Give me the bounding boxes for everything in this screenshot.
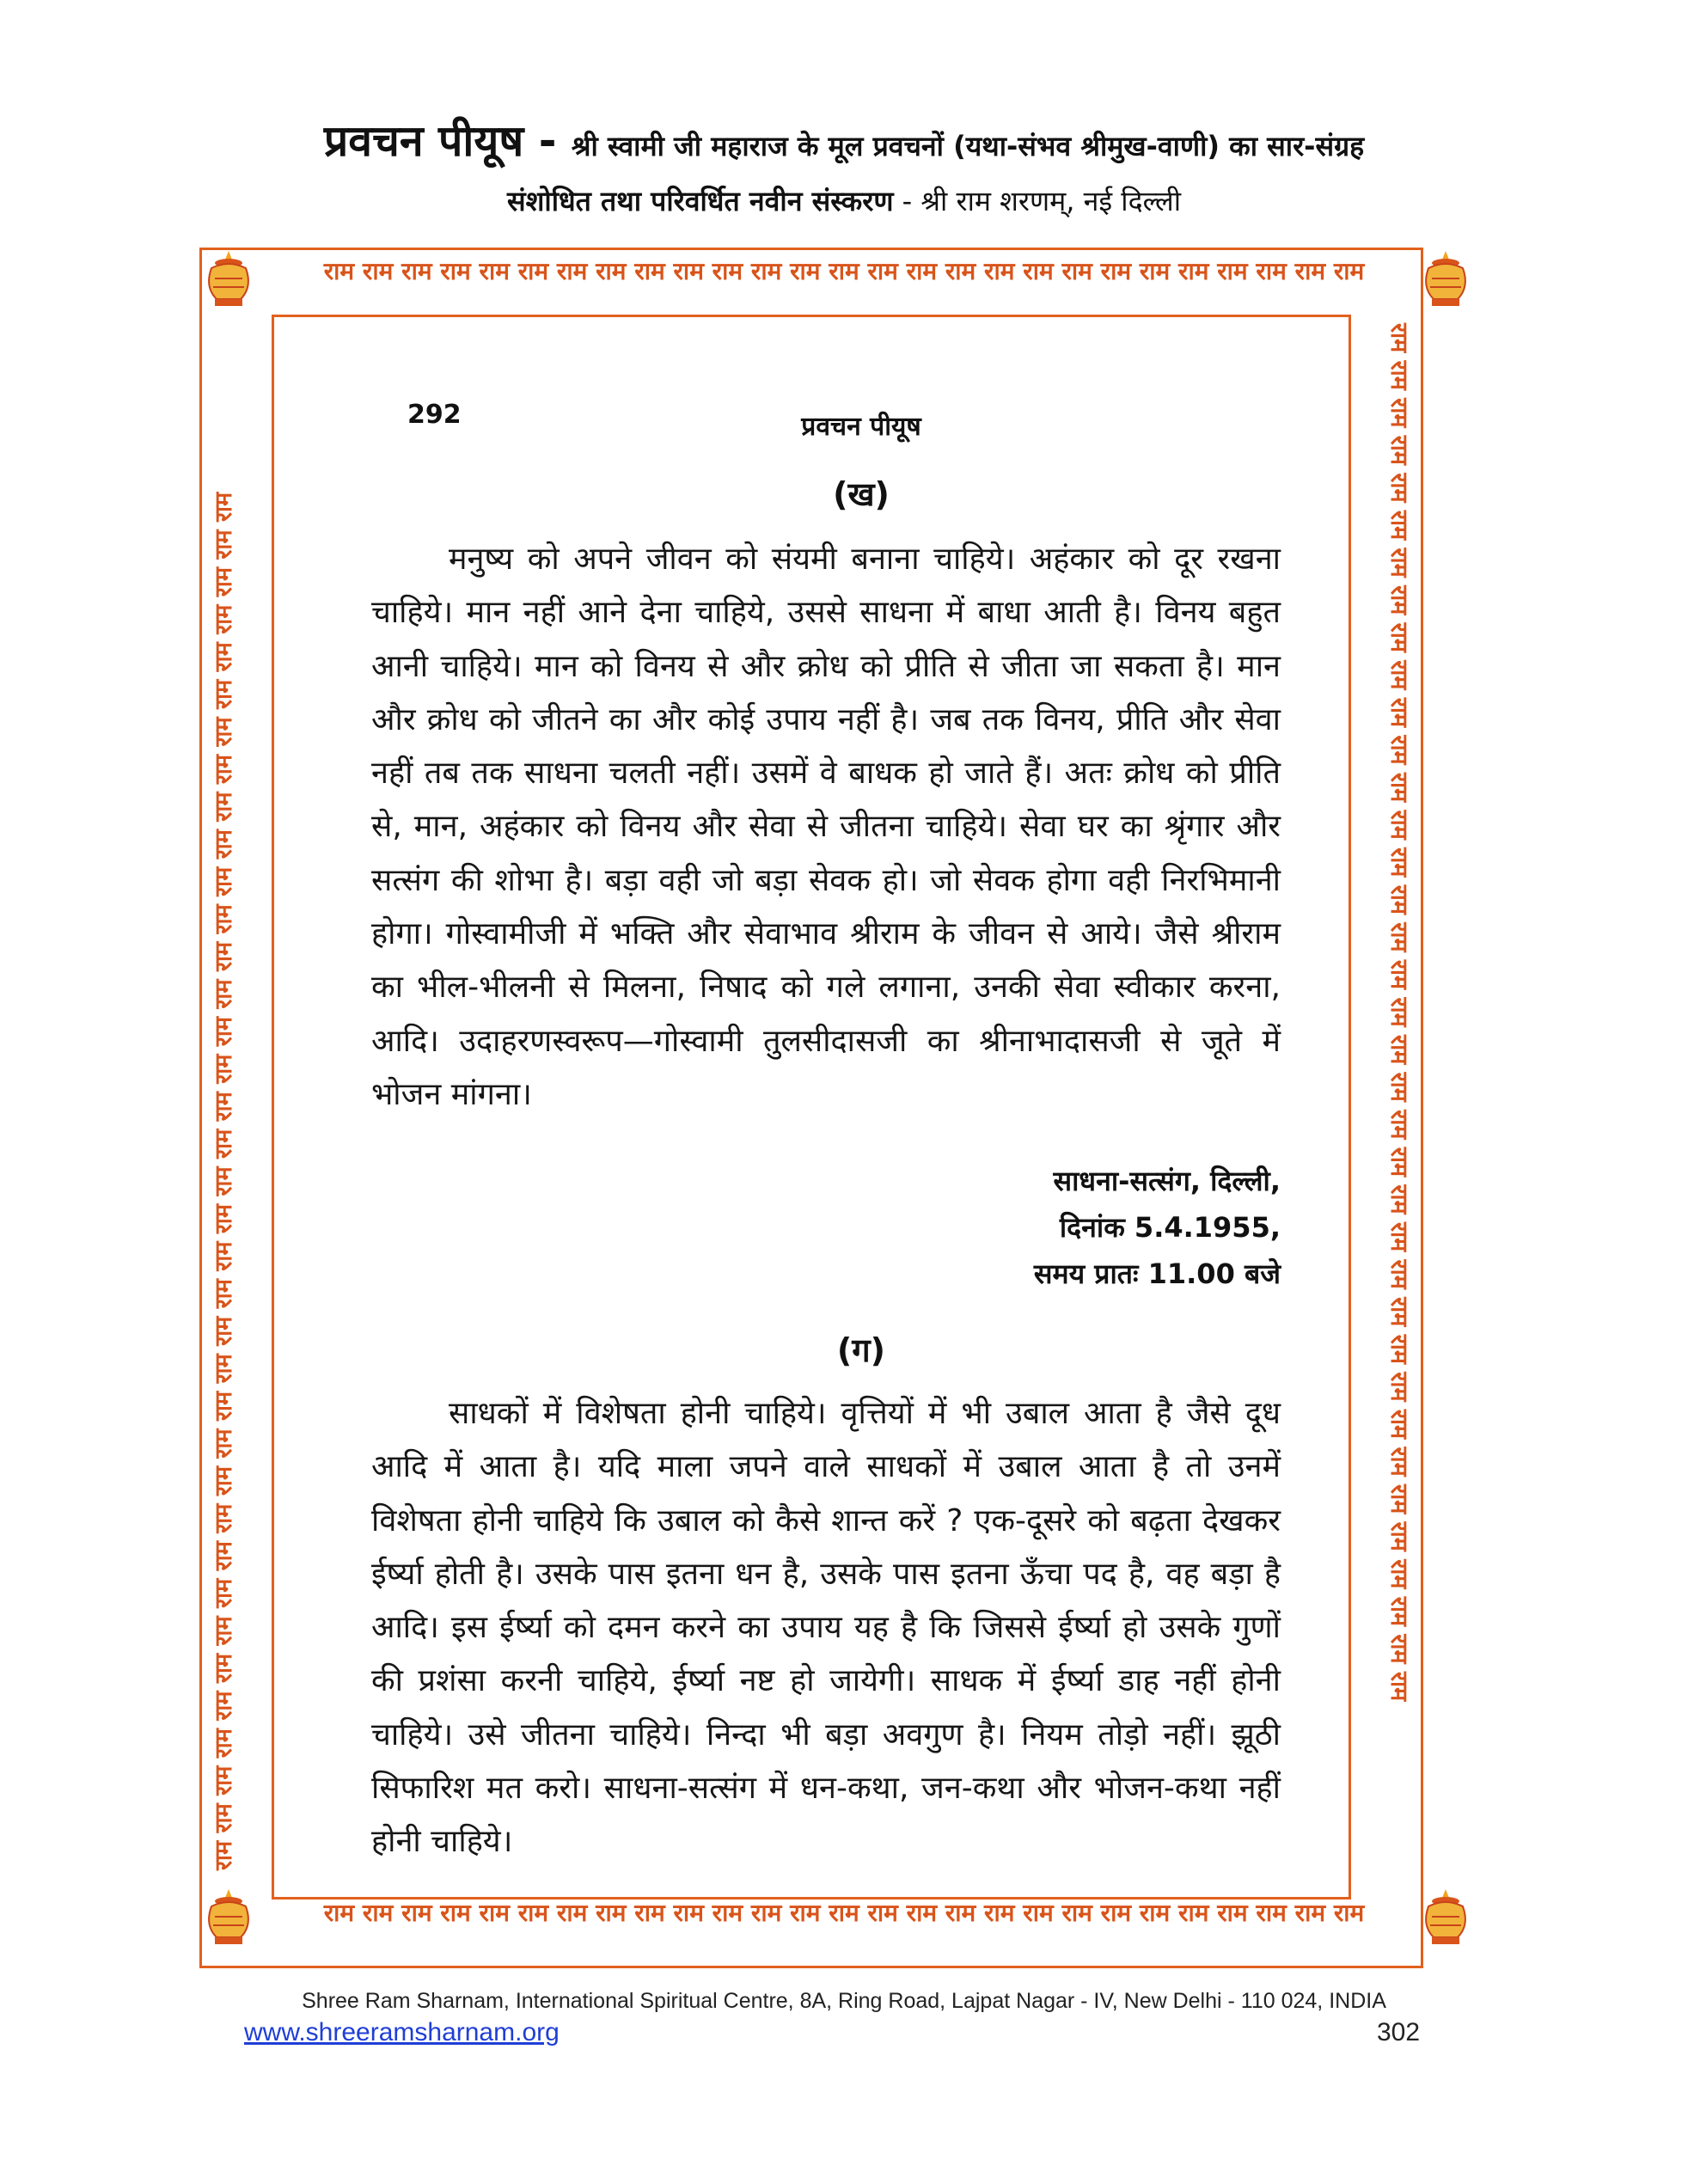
border-top-ram-text: राम राम राम राम राम राम राम राम राम राम राम राम राम राम राम राम राम राम राम राम राम राम राम राम राम राम राम — [323, 257, 1365, 285]
section-heading-ga: (ग) — [836, 1331, 886, 1369]
footer-address: Shree Ram Sharnam, International Spiritual Centre, 8A, Ring Road, Lajpat Nagar - IV, New Delhi - 110 024, INDIA — [302, 1989, 1386, 2013]
signature-place: साधना-सत्संग, दिल्ली, — [1053, 1165, 1281, 1197]
running-title: प्रवचन पीयूष — [801, 412, 921, 442]
edition-line — [0, 182, 1688, 219]
paragraph-kha — [371, 533, 1281, 1122]
border-bottom-ram-text: राम राम राम राम राम राम राम राम राम राम राम राम राम राम राम राम राम राम राम राम राम राम राम राम राम राम राम — [323, 1899, 1365, 1927]
title-separator: - — [523, 116, 572, 166]
signature-time: समय प्रातः 11.00 बजे — [1033, 1257, 1281, 1290]
book-title: प्रवचन पीयूष — [323, 116, 524, 166]
pdf-page-number: 302 — [1377, 2018, 1421, 2046]
kalash-icon — [1420, 1887, 1471, 1948]
signature-date: दिनांक 5.4.1955, — [1059, 1211, 1281, 1244]
paragraph-text: साधकों में विशेषता होनी चाहिये। वृत्तियों में भी उबाल आता है जैसे दूध आदि में आता है। यदि माला जपने वाले साधकों में उबाल आता है तो उनमें विशेषता होनी चाहिये कि उबाल को कैसे शान्त करें ? एक-दूसरे को बढ़ता देखकर ईर्ष्या होती है। उसके पास इतना धन है, उसके पास इतना ऊँचा पद है, वह बड़ा है आदि। इस ईर्ष्या को दमन करने का उपाय यह है कि जिससे ईर्ष्या हो उसके गुणों की प्रशंसा करनी चाहिये, ईर्ष्या नष्ट हो जायेगी। साधक में ईर्ष्या डाह नहीं होनी चाहिये। उसे जीतना चाहिये। निन्दा भी बड़ा अवगुण है। नियम तोड़ो नहीं। झूठी सिफारिश मत करो। साधना-सत्संग में धन-कथा, जन-कथा और भोजन-कथा नहीं होनी चाहिये। — [371, 1396, 1281, 1860]
paragraph-text: मनुष्य को अपने जीवन को संयमी बनाना चाहिये। अहंकार को दूर रखना चाहिये। मान नहीं आने देना चाहिये, उससे साधना में बाधा आती है। विनय बहुत आनी चाहिये। मान को विनय से और क्रोध को प्रीति से जीता जा सकता है। मान और क्रोध को जीतने का और कोई उपाय नहीं है। जब तक विनय, प्रीति और सेवा नहीं तब तक साधना चलती नहीं। उसमें वे बाधक हो जाते हैं। अतः क्रोध को प्रीति से, मान, अहंकार को विनय और सेवा से जीतना चाहिये। सेवा घर का श्रृंगार और सत्संग की शोभा है। बड़ा वही जो बड़ा सेवक हो। जो सेवक होगा वही निरभिमानी होगा। गोस्वामीजी में भक्ति और सेवाभाव श्रीराम के जीवन से आये। जैसे श्रीराम का भील-भीलनी से मिलना, निषाद को गले लगाना, उनकी सेवा स्वीकार करना, आदि। उदाहरणस्वरूप—गोस्वामी तुलसीदासजी का श्रीनाभादासजी से जूते में भोजन मांगना। — [371, 541, 1281, 1112]
kalash-icon — [203, 1887, 254, 1948]
section-heading-kha: (ख) — [833, 475, 890, 513]
kalash-icon — [203, 249, 254, 309]
kalash-icon — [1420, 249, 1471, 309]
book-page-number: 292 — [407, 400, 462, 430]
border-right-ram-text: राम राम राम राम राम राम राम राम राम राम राम राम राम राम राम राम राम राम राम राम राम राम राम राम राम राम राम राम राम राम राम राम राम राम राम राम राम — [1385, 323, 1412, 1702]
discourse-signature — [1034, 1158, 1281, 1297]
book-subtitle: श्री स्वामी जी महाराज के मूल प्रवचनों (यथा-संभव श्रीमुख-वाणी) का सार-संग्रह — [571, 130, 1365, 162]
paragraph-ga — [371, 1387, 1281, 1869]
border-left-ram-text: राम राम राम राम राम राम राम राम राम राम राम राम राम राम राम राम राम राम राम राम राम राम राम राम राम राम राम राम राम राम राम राम राम राम राम राम राम — [211, 492, 237, 1870]
edition-label: संशोधित तथा परिवर्धित नवीन संस्करण — [507, 185, 894, 217]
website-link[interactable]: www.shreeramsharnam.org — [244, 2018, 560, 2046]
edition-publisher: - श्री राम शरणम्, नई दिल्ली — [893, 185, 1181, 217]
document-header — [0, 110, 1688, 168]
